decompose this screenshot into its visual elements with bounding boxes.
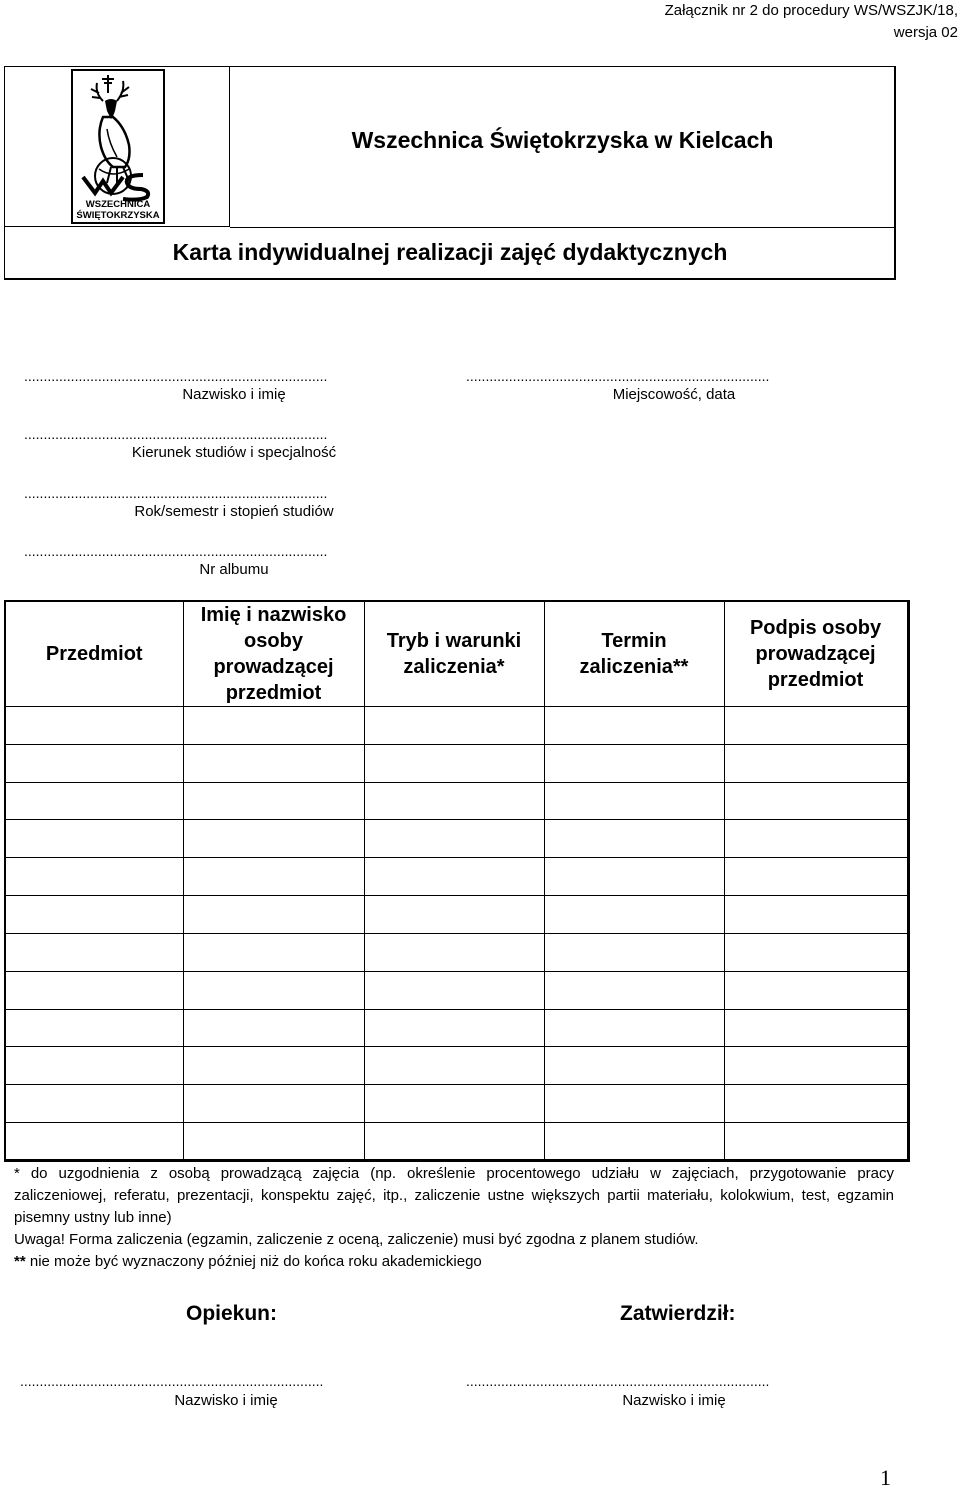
place-date-caption: Miejscowość, data: [612, 386, 736, 403]
table-cell[interactable]: [183, 1009, 364, 1047]
appendix-line-2: wersja 02: [893, 24, 958, 41]
table-header-row: [5, 601, 908, 707]
appendix-reference: [665, 0, 958, 44]
place-date-dotted-line[interactable]: ..............................................................................: [466, 368, 770, 384]
footnote-mode: * do uzgodnienia z osobą prowadzącą zajęcia (np. określenie procentowego udziału w zajęciach, przygotowanie pracy zaliczeniowej, referatu, prezentacji, konspektu zajęć, itp., zaliczenie ustne większych partii materiału, kolokwium, test, egzamin pisemny ustny lub inne): [14, 1165, 894, 1226]
table-cell[interactable]: [183, 1085, 364, 1123]
table-cell[interactable]: [724, 933, 908, 971]
table-cell[interactable]: [364, 1047, 544, 1085]
table-row: [5, 744, 908, 782]
document-title: Karta indywidualnej realizacji zajęć dydaktycznych: [172, 239, 728, 265]
table-cell[interactable]: [5, 782, 183, 820]
table-cell[interactable]: [724, 744, 908, 782]
table-cell[interactable]: [544, 933, 724, 971]
table-cell[interactable]: [183, 896, 364, 934]
table-row: [5, 896, 908, 934]
footnote-deadline: [14, 1251, 894, 1273]
table-cell[interactable]: [544, 820, 724, 858]
table-cell[interactable]: [724, 896, 908, 934]
name-dotted-line[interactable]: ..............................................................................: [24, 368, 328, 384]
footnote-deadline-text: nie może być wyznaczony później niż do końca roku akademickiego: [25, 1253, 482, 1270]
year-semester-dotted-line[interactable]: ..............................................................................: [24, 485, 328, 501]
table-cell[interactable]: [544, 858, 724, 896]
guardian-name-caption: Nazwisko i imię: [174, 1392, 278, 1409]
table-cell[interactable]: [183, 1047, 364, 1085]
table-cell[interactable]: [183, 971, 364, 1009]
table-cell[interactable]: [724, 1009, 908, 1047]
table-cell[interactable]: [5, 707, 183, 745]
table-row: [5, 971, 908, 1009]
table-cell[interactable]: [364, 744, 544, 782]
warning-note: Uwaga! Forma zaliczenia (egzamin, zaliczenie z oceną, zaliczenie) musi być zgodna z planem studiów.: [14, 1231, 699, 1248]
table-cell[interactable]: [724, 1123, 908, 1161]
footnotes: [14, 1163, 894, 1273]
table-cell[interactable]: [544, 1085, 724, 1123]
table-cell[interactable]: [364, 896, 544, 934]
field-of-study-caption: Kierunek studiów i specjalność: [131, 444, 337, 461]
table-cell[interactable]: [5, 1085, 183, 1123]
table-cell[interactable]: [544, 782, 724, 820]
year-semester-caption: Rok/semestr i stopień studiów: [134, 503, 334, 520]
table-cell[interactable]: [183, 858, 364, 896]
album-number-dotted-line[interactable]: ..............................................................................: [24, 543, 328, 559]
column-header-mode: Tryb i warunki zaliczenia*: [364, 601, 544, 707]
table-cell[interactable]: [544, 1047, 724, 1085]
table-cell[interactable]: [544, 896, 724, 934]
table-row: [5, 1009, 908, 1047]
table-cell[interactable]: [724, 820, 908, 858]
table-cell[interactable]: [5, 933, 183, 971]
approver-name-caption: Nazwisko i imię: [622, 1392, 726, 1409]
table-row: [5, 820, 908, 858]
university-logo: [71, 69, 165, 224]
university-name: Wszechnica Świętokrzyska w Kielcach: [351, 127, 774, 153]
table-cell[interactable]: [364, 933, 544, 971]
table-row: [5, 933, 908, 971]
table-cell[interactable]: [364, 782, 544, 820]
album-number-caption: Nr albumu: [199, 561, 269, 578]
table-cell[interactable]: [544, 1123, 724, 1161]
table-cell[interactable]: [544, 1009, 724, 1047]
table-cell[interactable]: [183, 744, 364, 782]
table-row: [5, 1047, 908, 1085]
column-header-deadline: Termin zaliczenia**: [544, 601, 724, 707]
table-row: [5, 707, 908, 745]
table-cell[interactable]: [724, 858, 908, 896]
table-cell[interactable]: [5, 820, 183, 858]
table-row: [5, 858, 908, 896]
table-cell[interactable]: [724, 1085, 908, 1123]
name-caption: Nazwisko i imię: [182, 386, 286, 403]
table-cell[interactable]: [364, 820, 544, 858]
table-cell[interactable]: [5, 896, 183, 934]
table-cell[interactable]: [183, 820, 364, 858]
table-cell[interactable]: [183, 707, 364, 745]
table-cell[interactable]: [183, 933, 364, 971]
guardian-signature-line[interactable]: ..............................................................................: [20, 1373, 324, 1389]
column-header-course: Przedmiot: [5, 601, 183, 707]
table-cell[interactable]: [724, 971, 908, 1009]
courses-table: [4, 600, 910, 1162]
table-cell[interactable]: [364, 971, 544, 1009]
table-cell[interactable]: [724, 707, 908, 745]
approver-signature-line[interactable]: ..............................................................................: [466, 1373, 770, 1389]
table-cell[interactable]: [5, 971, 183, 1009]
table-cell[interactable]: [364, 1085, 544, 1123]
logo-text-line-1: WSZECHNICA: [85, 199, 151, 210]
table-cell[interactable]: [5, 1123, 183, 1161]
table-cell[interactable]: [5, 1047, 183, 1085]
field-of-study-dotted-line[interactable]: ..............................................................................: [24, 426, 328, 442]
guardian-label: Opiekun:: [186, 1302, 278, 1325]
table-cell[interactable]: [5, 1009, 183, 1047]
table-cell[interactable]: [724, 782, 908, 820]
footnote-marker: **: [14, 1253, 26, 1270]
table-cell[interactable]: [364, 858, 544, 896]
table-cell[interactable]: [5, 744, 183, 782]
table-cell[interactable]: [5, 858, 183, 896]
header-box: [4, 66, 896, 280]
table-cell[interactable]: [724, 1047, 908, 1085]
page-number: 1: [880, 1465, 891, 1490]
table-row: [5, 782, 908, 820]
approved-label: Zatwierdził:: [620, 1302, 736, 1325]
logo-text-line-2: ŚWIĘTOKRZYSKA: [76, 210, 160, 221]
divider: [230, 227, 895, 228]
column-header-instructor: Imię i nazwisko osoby prowadzącej przedmiot: [183, 601, 364, 707]
table-cell[interactable]: [544, 707, 724, 745]
table-cell[interactable]: [544, 971, 724, 1009]
table-cell[interactable]: [183, 782, 364, 820]
table-cell[interactable]: [544, 744, 724, 782]
logo-cell: [5, 67, 230, 227]
table-row: [5, 1123, 908, 1161]
table-cell[interactable]: [183, 1123, 364, 1161]
table-cell[interactable]: [364, 707, 544, 745]
table-row: [5, 1085, 908, 1123]
appendix-line-1: Załącznik nr 2 do procedury WS/WSZJK/18,: [664, 2, 958, 19]
table-cell[interactable]: [364, 1009, 544, 1047]
table-cell[interactable]: [364, 1123, 544, 1161]
column-header-signature: Podpis osoby prowadzącej przedmiot: [724, 601, 908, 707]
